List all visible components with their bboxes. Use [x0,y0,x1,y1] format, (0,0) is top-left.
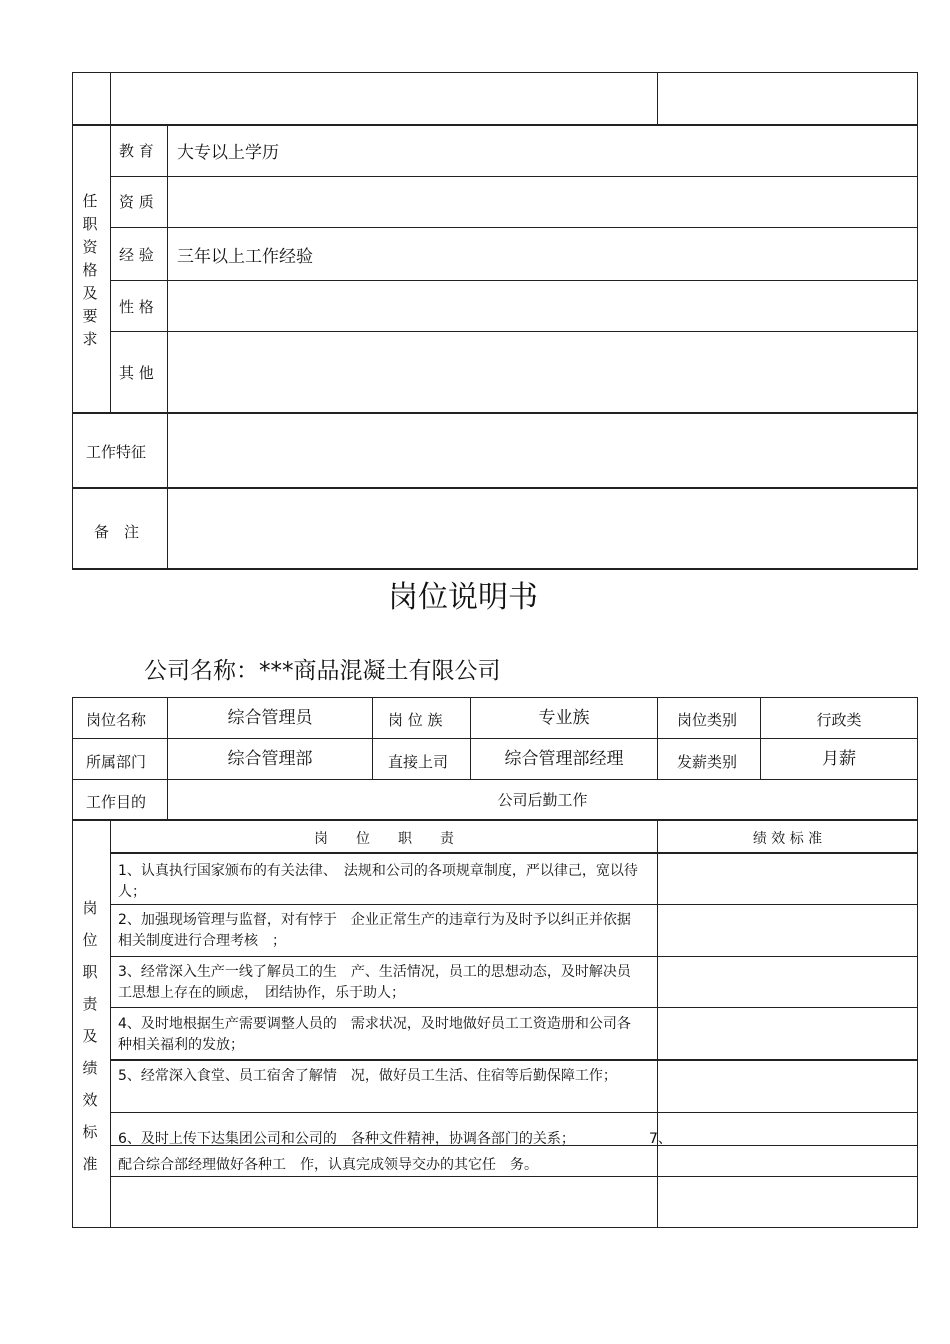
purpose-label: 工作目的 [86,793,147,811]
work-features-label: 工作特征 [86,443,147,461]
duty-item-3: 3、经常深入生产一线了解员工的生 产、生活情况，员工的思想动态，及时解决员工思想上存在的顾虑， 团结协作，乐于助人； [118,964,631,1001]
certification-label: 资 质 [119,193,154,211]
experience-label: 经 验 [119,246,154,264]
supervisor-value: 综合管理部经理 [504,749,624,769]
standard-column-header: 绩 效 标 准 [752,831,823,847]
qualifications-group-label: 任 职 资 格 及 要 求 [82,192,98,348]
other-label: 其 他 [119,364,154,382]
duty-item-7-number: 7、 [649,1131,672,1147]
position-name-value: 综合管理员 [227,708,313,728]
department-value: 综合管理部 [227,749,313,769]
remarks-label: 备 注 [94,523,140,541]
duty-item-4: 4、及时地根据生产需要调整人员的 需求状况，及时地做好员工工资造册和公司各种相关福利的发放； [118,1016,631,1053]
pay-type-label: 发薪类别 [677,753,738,771]
supervisor-label: 直接上司 [388,753,449,771]
company-name: 公司名称：***商品混凝土有限公司 [144,658,501,684]
position-category-label: 岗位类别 [677,711,738,729]
purpose-value: 公司后勤工作 [497,791,588,809]
education-value: 大专以上学历 [177,143,279,163]
experience-value: 三年以上工作经验 [177,247,313,267]
position-family-label: 岗 位 族 [388,711,443,729]
duty-item-2: 2、加强现场管理与监督，对有悖于 企业正常生产的违章行为及时予以纠正并依据相关制度进行合理考核 ； [118,912,631,949]
position-name-label: 岗位名称 [86,711,147,729]
duty-item-6: 6、及时上传下达集团公司和公司的 各种文件精神，协调各部门的关系； [118,1131,575,1147]
duties-group-label: 岗 位 职 责 及 绩 效 标 准 [82,899,98,1173]
department-label: 所属部门 [86,753,147,771]
position-family-value: 专业族 [538,708,590,728]
duty-item-1: 1、认真执行国家颁布的有关法律、 法规和公司的各项规章制度，严以律己，宽以待人； [118,863,638,900]
pay-type-value: 月薪 [822,749,856,769]
position-category-value: 行政类 [816,711,862,729]
duty-item-5: 5、经常深入食堂、员工宿舍了解情 况，做好员工生活、住宿等后勤保障工作； [118,1068,617,1084]
duty-column-header: 岗 位 职 责 [314,831,454,847]
education-label: 教 育 [119,142,154,160]
document-title: 岗位说明书 [388,580,538,615]
duty-item-7: 配合综合部经理做好各种工 作，认真完成领导交办的其它任 务。 [118,1157,538,1173]
personality-label: 性 格 [119,298,154,316]
